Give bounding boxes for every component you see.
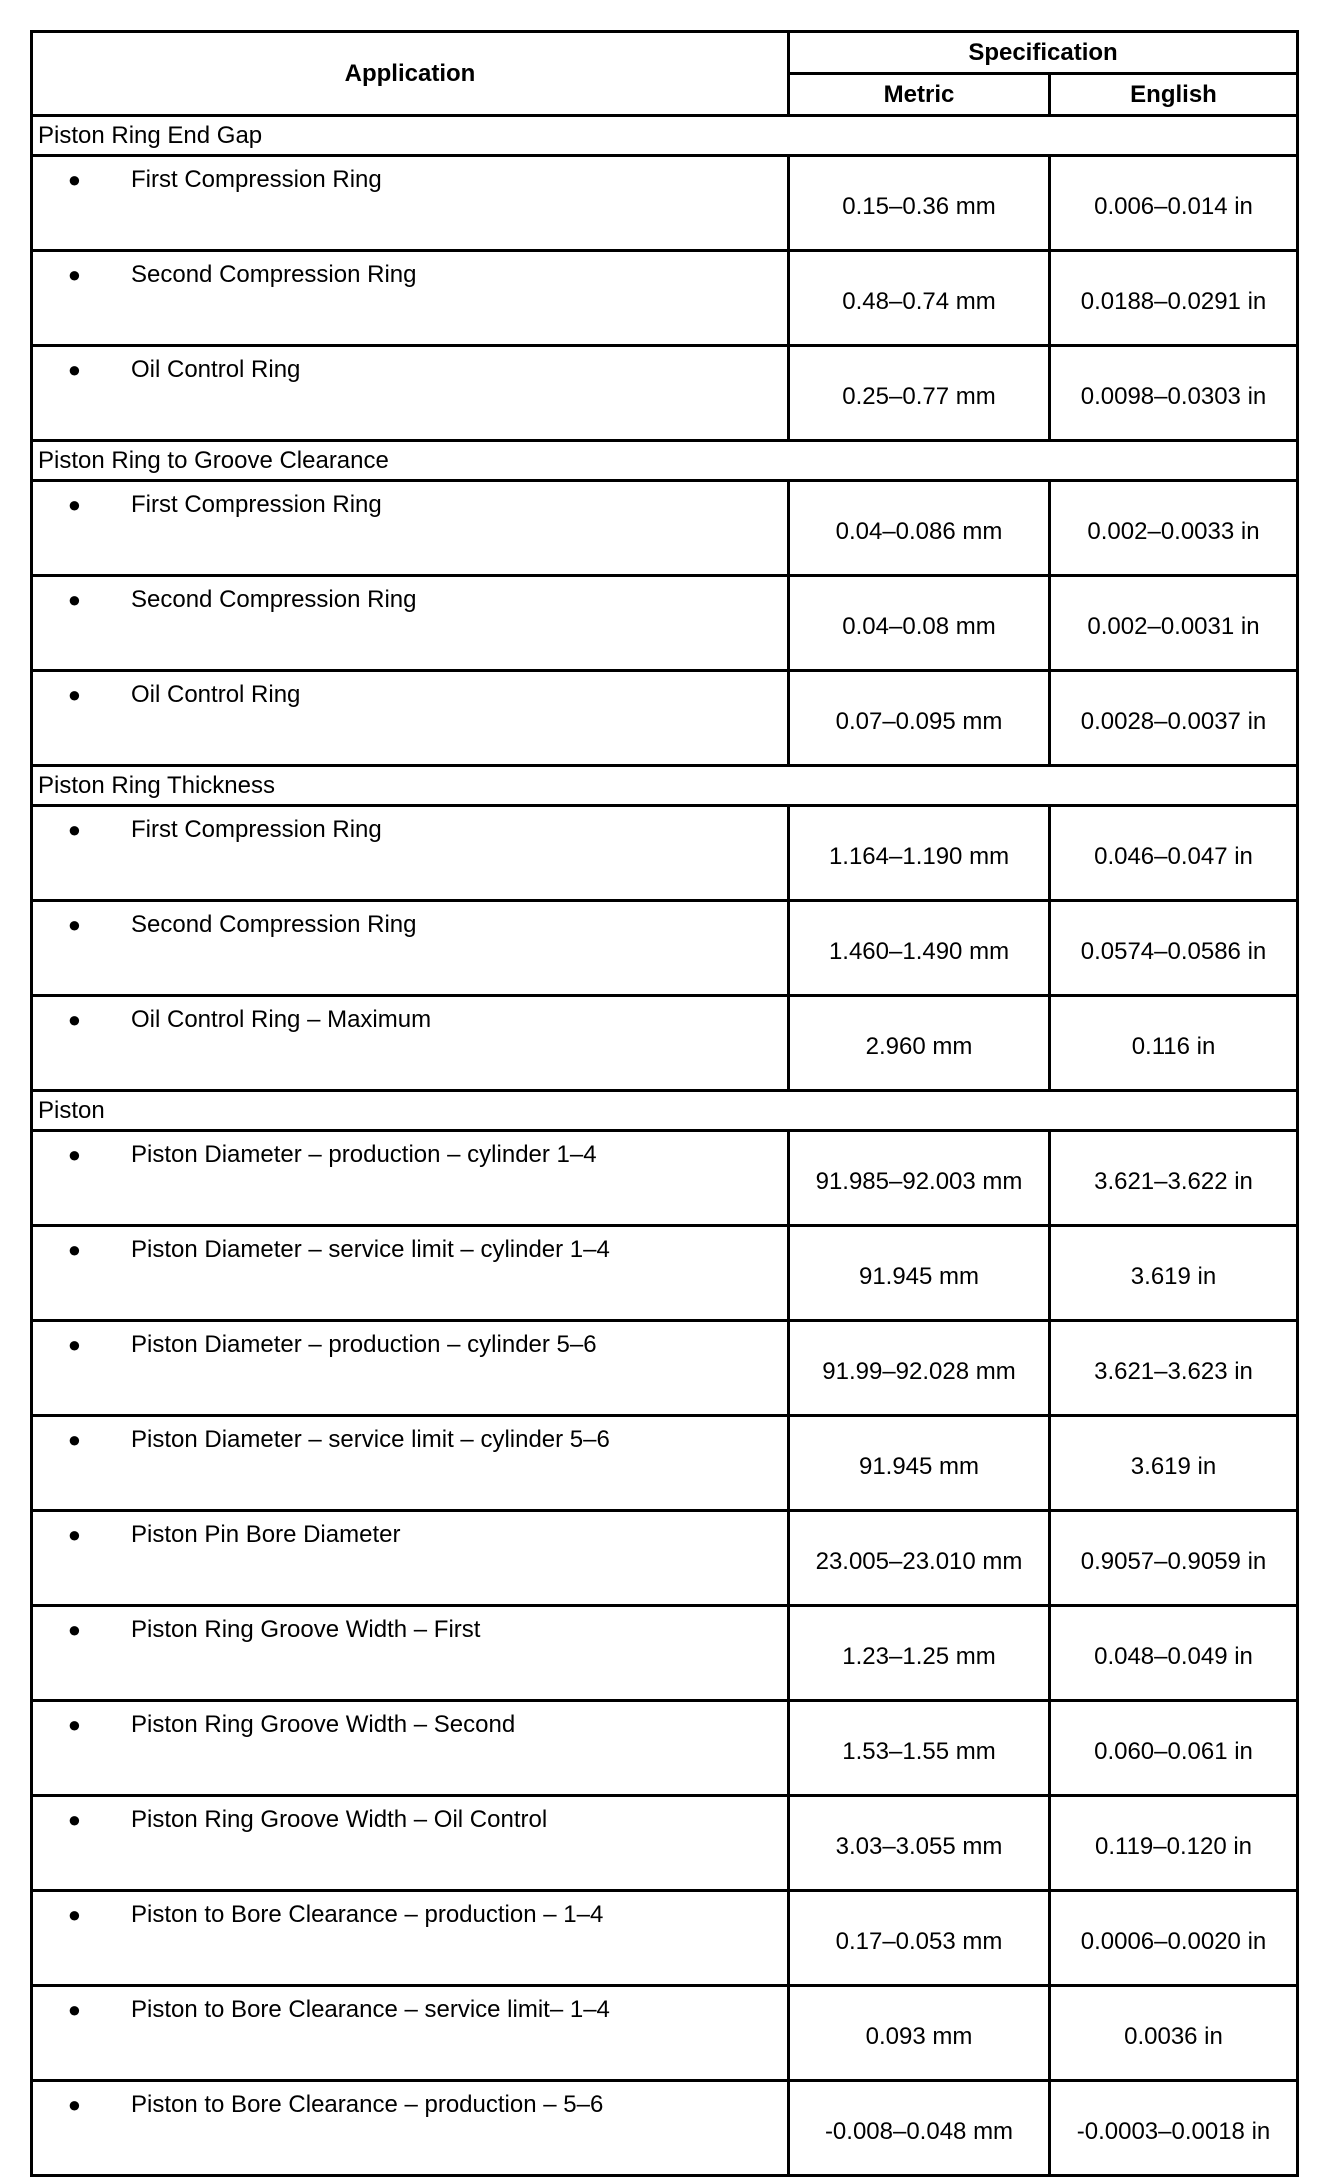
section-title: Piston Ring End Gap (32, 116, 1298, 156)
application-cell (32, 996, 789, 1091)
application-cell (32, 2081, 789, 2176)
item-wrap (33, 261, 787, 289)
item-wrap (33, 1521, 787, 1549)
english-value: 0.006–0.014 in (1050, 156, 1298, 251)
bullet-icon: ● (67, 912, 81, 937)
item-label: Piston to Bore Clearance – service limit– 1–4 (131, 1996, 610, 2023)
item-wrap (33, 1236, 787, 1264)
bullet-icon: ● (67, 1712, 81, 1737)
item-label: Oil Control Ring (131, 356, 301, 383)
item-label: Piston Diameter – production – cylinder 5–6 (131, 1331, 597, 1358)
english-value: 0.046–0.047 in (1050, 806, 1298, 901)
bullet-icon: ● (67, 1902, 81, 1927)
english-value: -0.0003–0.0018 in (1050, 2081, 1298, 2176)
application-cell (32, 346, 789, 441)
application-cell (32, 1226, 789, 1321)
english-value: 0.0028–0.0037 in (1050, 671, 1298, 766)
english-value: 3.619 in (1050, 1226, 1298, 1321)
application-cell (32, 156, 789, 251)
bullet-icon: ● (67, 357, 81, 382)
table-row (32, 996, 1298, 1091)
table-row (32, 1796, 1298, 1891)
item-wrap (33, 1426, 787, 1454)
section-row (32, 116, 1298, 156)
metric-value: 91.945 mm (789, 1226, 1050, 1321)
application-cell (32, 1796, 789, 1891)
bullet-icon: ● (67, 587, 81, 612)
item-label: Oil Control Ring – Maximum (131, 1006, 432, 1033)
item-label: Piston to Bore Clearance – production – 5–6 (131, 2091, 604, 2118)
item-wrap (33, 1711, 787, 1739)
section-row (32, 766, 1298, 806)
application-cell (32, 1701, 789, 1796)
table-row (32, 2081, 1298, 2176)
english-value: 0.116 in (1050, 996, 1298, 1091)
table-body (32, 116, 1298, 2176)
bullet-icon: ● (67, 1142, 81, 1167)
section-title: Piston Ring to Groove Clearance (32, 441, 1298, 481)
section-row (32, 1091, 1298, 1131)
item-wrap (33, 1616, 787, 1644)
table-row (32, 1606, 1298, 1701)
item-label: Second Compression Ring (131, 911, 417, 938)
item-label: Oil Control Ring (131, 681, 301, 708)
item-wrap (33, 1331, 787, 1359)
application-cell (32, 806, 789, 901)
english-value: 0.002–0.0033 in (1050, 481, 1298, 576)
bullet-icon: ● (67, 1427, 81, 1452)
table-row (32, 1986, 1298, 2081)
metric-value: 0.07–0.095 mm (789, 671, 1050, 766)
bullet-icon: ● (67, 1332, 81, 1357)
application-cell (32, 1986, 789, 2081)
section-title: Piston Ring Thickness (32, 766, 1298, 806)
english-value: 3.619 in (1050, 1416, 1298, 1511)
metric-value: 1.23–1.25 mm (789, 1606, 1050, 1701)
application-cell (32, 671, 789, 766)
item-wrap (33, 1806, 787, 1834)
item-wrap (33, 491, 787, 519)
english-value: 0.0098–0.0303 in (1050, 346, 1298, 441)
item-label: First Compression Ring (131, 166, 382, 193)
metric-value: 0.15–0.36 mm (789, 156, 1050, 251)
header-metric: Metric (789, 74, 1050, 116)
metric-value: -0.008–0.048 mm (789, 2081, 1050, 2176)
application-cell (32, 1321, 789, 1416)
table-row (32, 671, 1298, 766)
item-wrap (33, 911, 787, 939)
table-row (32, 1321, 1298, 1416)
metric-value: 1.460–1.490 mm (789, 901, 1050, 996)
application-cell (32, 1606, 789, 1701)
item-label: Piston Diameter – service limit – cylinder 1–4 (131, 1236, 610, 1263)
english-value: 0.0188–0.0291 in (1050, 251, 1298, 346)
item-wrap (33, 1141, 787, 1169)
metric-value: 2.960 mm (789, 996, 1050, 1091)
table-row (32, 1701, 1298, 1796)
table-row (32, 901, 1298, 996)
english-value: 0.060–0.061 in (1050, 1701, 1298, 1796)
item-wrap (33, 681, 787, 709)
table-row (32, 1511, 1298, 1606)
table-row (32, 346, 1298, 441)
metric-value: 91.985–92.003 mm (789, 1131, 1050, 1226)
bullet-icon: ● (67, 2092, 81, 2117)
application-cell (32, 576, 789, 671)
item-wrap (33, 2091, 787, 2119)
table-row (32, 1891, 1298, 1986)
table-row (32, 481, 1298, 576)
spec-table (30, 30, 1299, 2177)
metric-value: 3.03–3.055 mm (789, 1796, 1050, 1891)
bullet-icon: ● (67, 817, 81, 842)
item-wrap (33, 1901, 787, 1929)
bullet-icon: ● (67, 1237, 81, 1262)
application-cell (32, 1511, 789, 1606)
english-value: 0.0574–0.0586 in (1050, 901, 1298, 996)
table-row (32, 806, 1298, 901)
metric-value: 1.53–1.55 mm (789, 1701, 1050, 1796)
item-label: Piston Ring Groove Width – First (131, 1616, 481, 1643)
bullet-icon: ● (67, 682, 81, 707)
section-title: Piston (32, 1091, 1298, 1131)
item-label: Piston Pin Bore Diameter (131, 1521, 401, 1548)
application-cell (32, 251, 789, 346)
table-row (32, 576, 1298, 671)
metric-value: 0.48–0.74 mm (789, 251, 1050, 346)
application-cell (32, 1891, 789, 1986)
item-label: Second Compression Ring (131, 586, 417, 613)
english-value: 0.9057–0.9059 in (1050, 1511, 1298, 1606)
bullet-icon: ● (67, 1997, 81, 2022)
header-specification: Specification (789, 32, 1298, 74)
application-cell (32, 481, 789, 576)
item-label: Piston Diameter – production – cylinder 1–4 (131, 1141, 597, 1168)
english-value: 0.0036 in (1050, 1986, 1298, 2081)
item-wrap (33, 1006, 787, 1034)
item-label: Second Compression Ring (131, 261, 417, 288)
metric-value: 0.04–0.08 mm (789, 576, 1050, 671)
bullet-icon: ● (67, 262, 81, 287)
metric-value: 23.005–23.010 mm (789, 1511, 1050, 1606)
metric-value: 0.17–0.053 mm (789, 1891, 1050, 1986)
metric-value: 0.04–0.086 mm (789, 481, 1050, 576)
item-wrap (33, 166, 787, 194)
metric-value: 0.25–0.77 mm (789, 346, 1050, 441)
item-label: Piston Ring Groove Width – Second (131, 1711, 516, 1738)
table-row (32, 1131, 1298, 1226)
english-value: 0.119–0.120 in (1050, 1796, 1298, 1891)
bullet-icon: ● (67, 167, 81, 192)
bullet-icon: ● (67, 1522, 81, 1547)
metric-value: 91.99–92.028 mm (789, 1321, 1050, 1416)
metric-value: 1.164–1.190 mm (789, 806, 1050, 901)
bullet-icon: ● (67, 1807, 81, 1832)
table-row (32, 251, 1298, 346)
english-value: 0.002–0.0031 in (1050, 576, 1298, 671)
item-label: Piston to Bore Clearance – production – 1–4 (131, 1901, 604, 1928)
english-value: 3.621–3.623 in (1050, 1321, 1298, 1416)
item-wrap (33, 816, 787, 844)
item-wrap (33, 1996, 787, 2024)
item-label: Piston Diameter – service limit – cylinder 5–6 (131, 1426, 610, 1453)
metric-value: 0.093 mm (789, 1986, 1050, 2081)
item-label: First Compression Ring (131, 816, 382, 843)
english-value: 0.048–0.049 in (1050, 1606, 1298, 1701)
bullet-icon: ● (67, 1007, 81, 1032)
bullet-icon: ● (67, 492, 81, 517)
metric-value: 91.945 mm (789, 1416, 1050, 1511)
section-row (32, 441, 1298, 481)
bullet-icon: ● (67, 1617, 81, 1642)
table-row (32, 1226, 1298, 1321)
english-value: 3.621–3.622 in (1050, 1131, 1298, 1226)
item-wrap (33, 356, 787, 384)
header-english: English (1050, 74, 1298, 116)
table-row (32, 156, 1298, 251)
application-cell (32, 1416, 789, 1511)
application-cell (32, 1131, 789, 1226)
application-cell (32, 901, 789, 996)
header-application: Application (32, 32, 789, 116)
table-row (32, 1416, 1298, 1511)
item-label: First Compression Ring (131, 491, 382, 518)
item-label: Piston Ring Groove Width – Oil Control (131, 1806, 548, 1833)
english-value: 0.0006–0.0020 in (1050, 1891, 1298, 1986)
table-header (32, 32, 1298, 116)
item-wrap (33, 586, 787, 614)
